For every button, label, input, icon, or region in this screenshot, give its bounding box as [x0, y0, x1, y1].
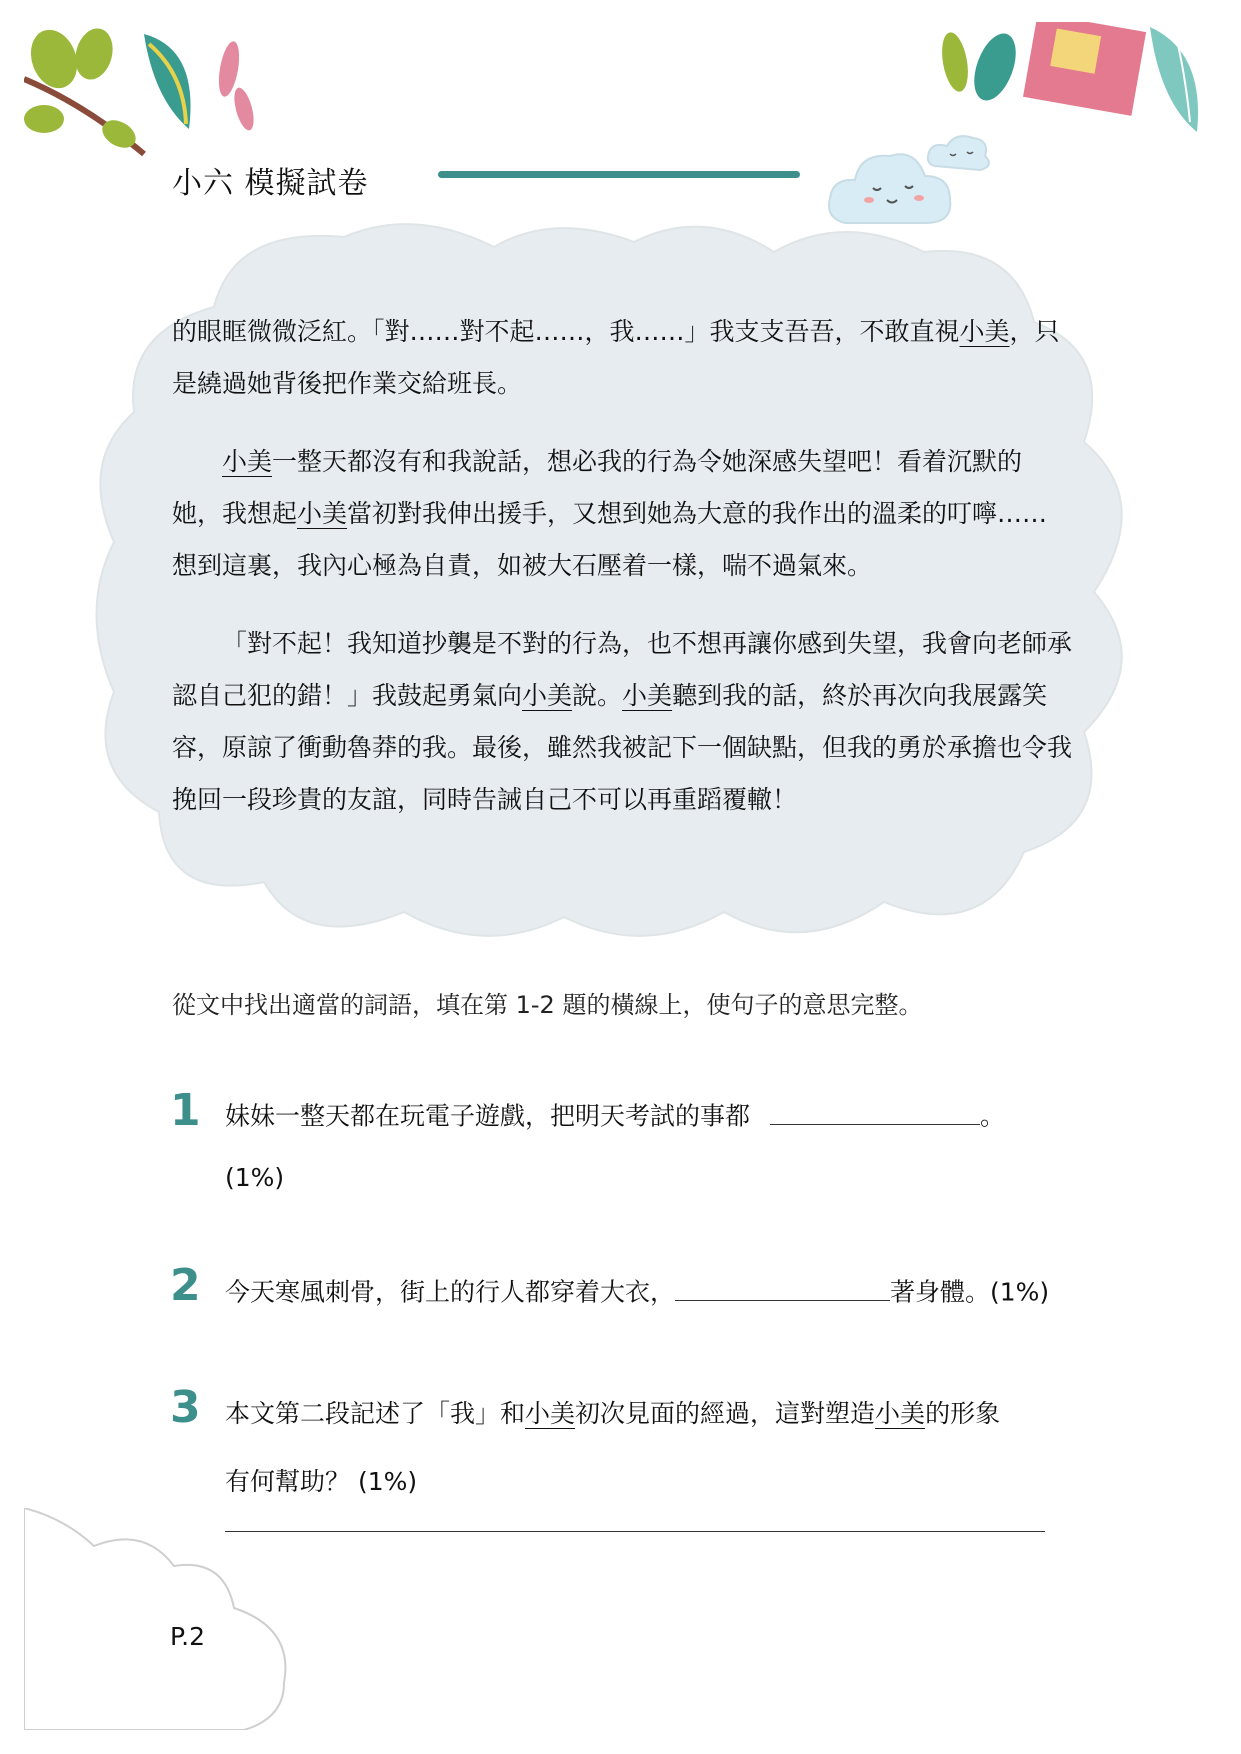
passage-paragraph-3 — [172, 618, 1072, 826]
passage-text: 一整天都沒有和我說話，想必我的行為令她深感失望吧！看着沉默的她，我想起 — [172, 447, 1023, 528]
bottom-cloud-illustration — [24, 1508, 304, 1730]
question-3-prompt-c: 的形象 — [925, 1399, 1001, 1428]
question-1-prompt: 妹妹一整天都在玩電子遊戲，把明天考試的事都 — [225, 1101, 751, 1131]
passage-text: 說。 — [572, 681, 623, 710]
question-2-end: 著身體。(1%) — [890, 1277, 1050, 1307]
proper-name-underlined: 小美 — [525, 1399, 576, 1428]
header-divider — [438, 171, 800, 178]
question-2-text — [225, 1272, 1049, 1309]
proper-name-underlined: 小美 — [959, 317, 1010, 346]
question-2-prompt: 今天寒風刺骨，街上的行人都穿着大衣， — [225, 1277, 676, 1307]
question-3-text — [225, 1394, 1000, 1430]
proper-name-underlined: 小美 — [522, 681, 573, 710]
passage-text: 「對不起！我知道抄襲是不對的行為，也不想再讓你感到失望，我會向老師承認自己犯的錯！」我鼓起勇氣向 — [172, 629, 1073, 710]
reading-passage — [172, 306, 1072, 826]
question-1-end: 。 — [979, 1101, 1005, 1131]
question-1-score: (1%) — [225, 1163, 285, 1192]
passage-text: 的眼眶微微泛紅。「對……對不起……，我……」我支支吾吾，不敢直視 — [172, 317, 960, 346]
passage-paragraph-2 — [172, 436, 1072, 592]
question-1-answer-blank[interactable] — [770, 1096, 980, 1125]
book-leaves-top-right-illustration — [935, 22, 1215, 142]
question-3-prompt-b: 初次見面的經過，這對塑造 — [575, 1399, 876, 1428]
proper-name-underlined: 小美 — [875, 1399, 926, 1428]
proper-name-underlined: 小美 — [622, 681, 673, 710]
question-number-2: 2 — [170, 1260, 201, 1311]
question-instruction: 從文中找出適當的詞語，填在第 1-2 題的橫線上，使句子的意思完整。 — [172, 991, 923, 1019]
passage-paragraph-1 — [172, 306, 1072, 410]
question-1-text — [225, 1096, 1005, 1133]
passage-text: ，只是繞過她背後把作業交給班長。 — [172, 317, 1060, 398]
proper-name-underlined: 小美 — [222, 447, 273, 476]
leaves-top-left-illustration — [24, 24, 264, 164]
proper-name-underlined: 小美 — [297, 499, 348, 528]
question-number-3: 3 — [170, 1382, 201, 1433]
question-2-answer-blank[interactable] — [675, 1272, 890, 1301]
passage-text: 聽到我的話，終於再次向我展露笑容，原諒了衝動魯莽的我。最後，雖然我被記下一個缺點，但我的勇於承擔也令我挽回一段珍貴的友誼，同時告誡自己不可以再重蹈覆轍！ — [172, 681, 1073, 814]
question-number-1: 1 — [170, 1085, 201, 1136]
question-3-prompt-a: 本文第二段記述了「我」和 — [225, 1399, 526, 1428]
question-3-answer-line[interactable] — [225, 1531, 1045, 1532]
page-header-title: 小六 模擬試卷 — [172, 166, 369, 201]
page-number: P.2 — [170, 1622, 206, 1651]
question-3-text-line-2: 有何幫助？ (1%) — [225, 1467, 418, 1496]
passage-text: 當初對我伸出援手，又想到她為大意的我作出的溫柔的叮嚀……想到這裏，我內心極為自責，如被大石壓着一樣，喘不過氣來。 — [172, 499, 1048, 580]
